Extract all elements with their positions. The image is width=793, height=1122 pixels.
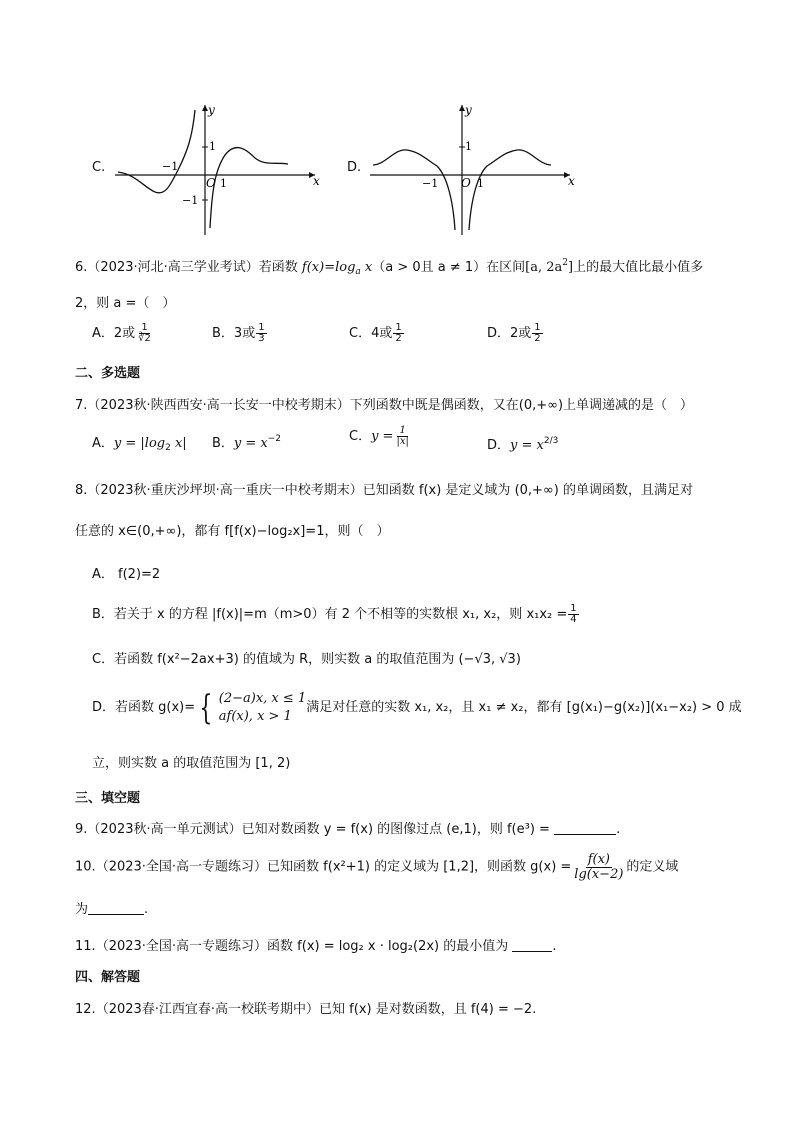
graph-c-tick-1: 1: [220, 177, 227, 190]
q8-option-d[interactable]: D．若函数 g(x)= { (2−a)x, x ≤ 1 af(x), x > 1 满足对任意的实数 x₁, x₂，且 x₁ ≠ x₂，都有 [g(x₁)−g(x₂)](x₁−x₂) > 0 成: [92, 687, 742, 728]
q6-line2: 2，则 a =（ ）: [75, 296, 176, 311]
graph-d-x-label: x: [568, 174, 575, 188]
q8-option-c[interactable]: C．若函数 f(x²−2ax+3) 的值域为 R，则实数 a 的取值范围为 (−√3, √3): [92, 652, 521, 667]
q8-option-d-line2: 立，则实数 a 的取值范围为 [1, 2): [92, 756, 291, 771]
q10-line2: 为 .: [75, 902, 149, 917]
q7-option-a[interactable]: A．$y = |\log_2$ x|: [92, 436, 187, 453]
graph-c-yneg1: −1: [182, 194, 199, 207]
q7-option-b[interactable]: B．$y = x^{-2}$: [212, 434, 282, 451]
q7-stem: 7.（2023秋·陕西西安·高一长安一中校考期末）下列函数中既是偶函数，又在(0,+∞)上单调递减的是（ ）: [75, 398, 694, 413]
q6-tail: 上的最大值比最小值多: [573, 260, 704, 275]
graph-d-origin: O: [461, 176, 471, 190]
q6-condition: （a > 0且 a ≠ 1）在区间: [372, 260, 526, 275]
graph-d-y-label: y: [465, 103, 472, 117]
q6-line1: [75, 256, 703, 277]
q8-option-b[interactable]: B．若关于 x 的方程 |f(x)|=m（m>0）有 2 个不相等的实数根 x₁, x₂，则 x₁x₂ = $\frac{1}{4}$: [92, 602, 577, 625]
section-multi-choice: 二、多选题: [75, 366, 141, 381]
q11: 11.（2023·全国·高一专题练习）函数 f(x) = log₂ x · log₂(2x) 的最小值为 .: [75, 939, 557, 954]
q8-stem-line2: 任意的 x∈(0,+∞)，都有 f[f(x)−log₂x]=1，则（ ）: [75, 524, 390, 539]
q11-answer-blank[interactable]: [512, 939, 552, 952]
graph-c-y1: 1: [209, 140, 216, 153]
graph-c-tick-neg1: −1: [162, 160, 179, 173]
graph-d-tick-neg1: −1: [422, 177, 439, 190]
graph-c-label: C.: [92, 160, 106, 175]
section-solutions: 四、解答题: [75, 970, 141, 985]
q9-answer-blank[interactable]: [554, 822, 616, 835]
q6-log-base: a: [355, 267, 361, 277]
q9: 9.（2023秋·高一单元测试）已知对数函数 y = f(x) 的图像过点 (e,1)，则 f(e³) = .: [75, 822, 621, 837]
graph-d-tick-1: 1: [477, 177, 484, 190]
section-fill-in: 三、填空题: [75, 791, 141, 806]
q8-option-a[interactable]: A． f(2)=2: [92, 567, 161, 582]
q7-option-c[interactable]: C．y = $\frac{1}{|x|}$: [349, 424, 409, 447]
graph-c: [110, 100, 330, 240]
graph-d: [365, 100, 580, 240]
q6-var: x: [360, 260, 373, 275]
graph-c-origin: O: [206, 176, 216, 190]
q6-option-b[interactable]: B．3或 $\frac{1}{3}$: [212, 321, 265, 344]
q10-answer-blank[interactable]: [88, 902, 144, 915]
graph-c-curve-left: [118, 110, 195, 193]
q6-option-d[interactable]: D．2或 $\frac{1}{2}$: [487, 321, 541, 344]
graph-c-x-label: x: [313, 174, 320, 188]
q10-line1: 10.（2023·全国·高一专题练习）已知函数 f(x²+1) 的定义域为 [1,2]，则函数 g(x) = $\frac{f(x)}{\lg(x-2)}$ 的定义域: [75, 852, 679, 882]
q6-function: f(x)=log: [301, 260, 356, 275]
graph-d-label: D.: [347, 160, 362, 175]
q12: 12.（2023春·江西宜春·高一校联考期中）已知 f(x) 是对数函数，且 f(4) = −2.: [75, 1002, 537, 1017]
q6-number: 6.: [75, 260, 88, 275]
graph-d-y1: 1: [465, 140, 472, 153]
q6-option-a[interactable]: A．2或 $\frac{1}{∛2}$: [92, 321, 151, 344]
q6-option-c[interactable]: C．4或 $\frac{1}{2}$: [349, 321, 402, 344]
q7-option-d[interactable]: D．$y = x^{2/3}$: [487, 436, 559, 453]
q6-source: （2023·河北·高三学业考试）若函数: [87, 260, 298, 275]
graph-d-curve-left: [373, 150, 455, 230]
q8-stem-line1: 8.（2023秋·重庆沙坪坝·高一重庆一中校考期末）已知函数 f(x) 是定义域为 (0,+∞) 的单调函数，且满足对: [75, 483, 693, 498]
q6-interval: [a, $2a^2$]: [525, 258, 574, 275]
graph-c-y-label: y: [208, 103, 215, 117]
